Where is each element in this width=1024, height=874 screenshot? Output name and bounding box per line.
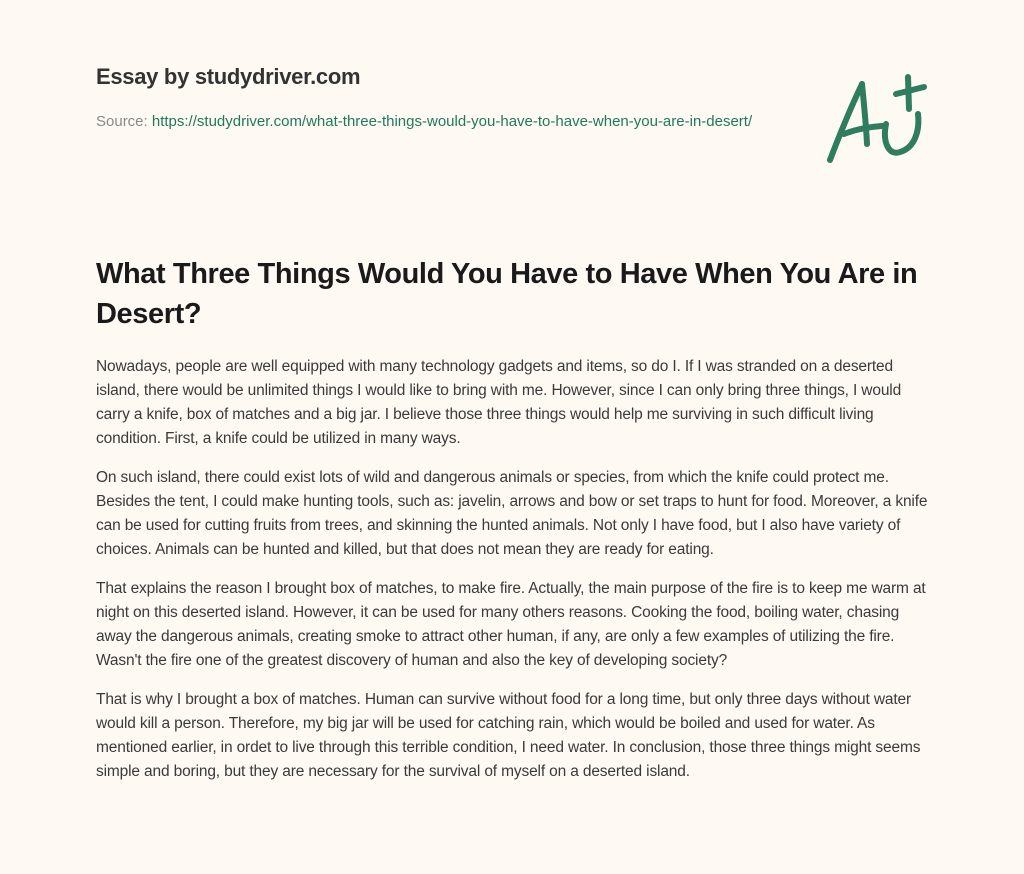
a-plus-grade-icon	[820, 64, 930, 174]
source-label: Source:	[96, 113, 152, 130]
page-header	[96, 64, 776, 134]
paragraph: On such island, there could exist lots of wild and dangerous animals or species, from which the knife could protect me. Besides the tent, I could make hunting tools, such as: javelin, arrows and bow or set traps to hunt for food. Moreover, a knife can be used for cutting fruits from trees, and skinning the hunted animals. Not only I have food, but I also have variety of choices. Animals can be hunted and killed, but that does not mean they are ready for eating.	[96, 469, 928, 558]
paragraph: That explains the reason I brought box of matches, to make fire. Actually, the main purpose of the fire is to keep me warm at night on this deserted island. However, it can be used for many others reasons. Cooking the food, boiling water, chasing away the dangerous animals, creating smoke to attract other human, if any, are only a few examples of utilizing the fire. Wasn't the fire one of the greatest discovery of human and also the key of developing society?	[96, 580, 926, 669]
article-body	[96, 355, 936, 799]
article-title: What Three Things Would You Have to Have When You Are in Desert?	[96, 258, 918, 330]
brand-title: Essay by studydriver.com	[96, 64, 361, 89]
source-link[interactable]: https://studydriver.com/what-three-things-would-you-have-to-have-when-you-are-in-desert/	[151, 113, 753, 130]
paragraph: Nowadays, people are well equipped with many technology gadgets and items, so do I. If I was stranded on a deserted island, there would be unlimited things I would like to bring with me. However, since I can only bring three things, I would carry a knife, box of matches and a big jar. I believe those three things would help me surviving in such difficult living condition. First, a knife could be utilized in many ways.	[96, 358, 902, 447]
source-line	[96, 110, 756, 134]
paragraph: That is why I brought a box of matches. Human can survive without food for a long time, but only three days without water would kill a person. Therefore, my big jar will be used for catching rain, which would be boiled and used for water. As mentioned earlier, in ordet to live through this terrible condition, I need water. In conclusion, those three things might seems simple and boring, but they are necessary for the survival of myself on a deserted island.	[96, 691, 921, 780]
